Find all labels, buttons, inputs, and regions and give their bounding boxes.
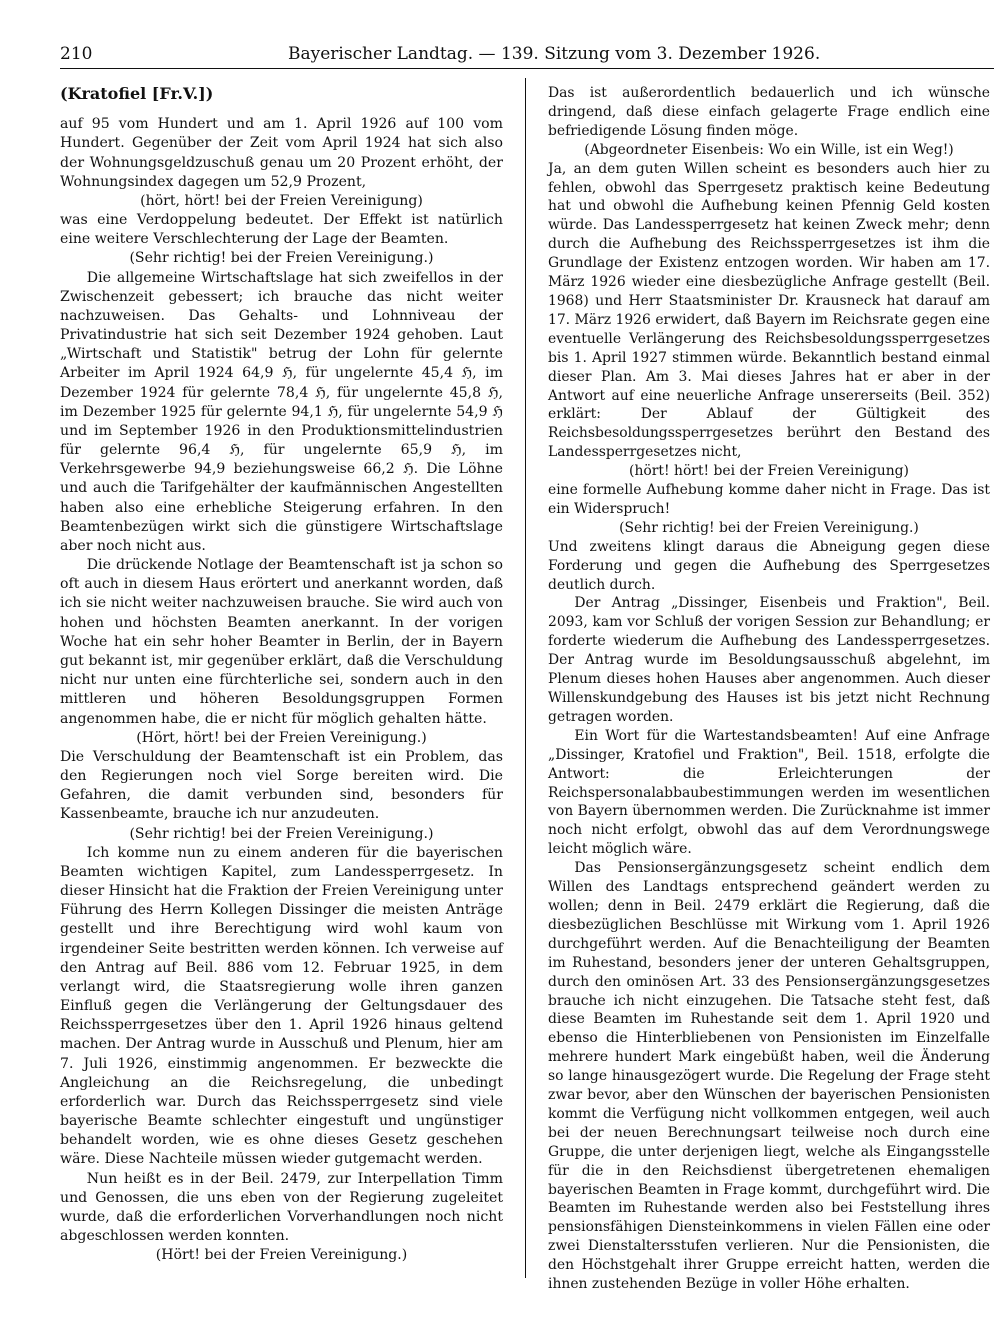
column-divider xyxy=(525,78,526,1278)
page-header xyxy=(60,38,994,69)
paragraph: Die Verschuldung der Beamtenschaft ist ein Problem, das den Regierungen noch viel Sorge bereiten wird. Die Gefahren, die damit verbunden sind, besonders für Kassenbeamte, brauche ich nur anzudeuten. xyxy=(60,748,503,823)
paragraph: Die allgemeine Wirtschaftslage hat sich zweifellos in der Zwischenzeit gebessert; ich brauche das nicht weiter nachzuweisen. Das Gehalts- und Lohnniveau der Privatindustrie hat sich seit Dezember 1924 gehoben. Laut „Wirtschaft und Statistik" betrug der Lohn für gelernte Arbeiter im April 1924 64,9 ℌ, für ungelernte 45,4 ℌ, im Dezember 1924 für gelernte 78,4 ℌ, für ungelernte 45,8 ℌ, im Dezember 1925 für gelernte 94,1 ℌ, für ungelernte 54,9 ℌ und im September 1926 in den Produktionsmittelindustrien für gelernte 96,4 ℌ, für ungelernte 65,9 ℌ, im Verkehrsgewerbe 94,9 beziehungsweise 66,2 ℌ. Die Löhne und auch die Tarifgehälter der kaufmännischen Angestellten haben also eine erhebliche Steigerung erfahren. In den Beamtenbezügen wirkt sich die günstigere Wirtschaftslage aber noch nicht aus. xyxy=(60,269,503,554)
paragraph: Nun heißt es in der Beil. 2479, zur Interpellation Timm und Genossen, die uns eben von der Regierung zugeleitet wurde, daß die erforderlichen Vorverhandlungen noch nicht abgeschlossen werden konnten. xyxy=(60,1170,503,1245)
interjection: (Sehr richtig! bei der Freien Vereinigung.) xyxy=(619,519,919,536)
paragraph: Und zweitens klingt daraus die Abneigung gegen diese Forderung und gegen die Aufhebung des Sperrgesetzes deutlich durch. xyxy=(548,538,990,593)
interjection: (Sehr richtig! bei der Freien Vereinigung.) xyxy=(129,250,434,267)
paragraph: Das Pensionsergänzungsgesetz scheint endlich dem Willen des Landtags entsprechend geändert werden zu wollen; denn in Beil. 2479 erklärt die Regierung, daß die diesbezüglichen Beschlüsse mit Wirkung vom 1. April 1926 durchgeführt werden. Auf die Benachteiligung der Beamten im Ruhestand, besonders jener der unteren Gehaltsgruppen, durch den ominösen Art. 33 des Pensionsergänzungsgesetzes brauche ich nicht einzugehen. Die Tatsache steht fest, daß diese Beamten im Ruhestande seit dem 1. April 1920 und ebenso die Hinterbliebenen von Pensionisten im Einzelfalle mehrere hundert Mark eingebüßt haben, weil die Änderung so lange hinausgezögert wurde. Die Regelung der Frage steht zwar bevor, aber den Wünschen der bayerischen Pensionisten kommt die Verfügung nicht vollkommen entgegen, weil auch bei der neuen Berechnungsart teilweise noch durch eine Gruppe, die unter derjenigen liegt, welche als Eingangsstelle für die in den Reichsdienst übergetretenen ehemaligen bayerischen Beamten in Frage kommt, durchgeführt wird. Die Beamten im Ruhestande werden also bei Feststellung ihres pensionsfähigen Diensteinkommens in vielen Fällen eine oder zwei Dienstaltersstufen verlieren. Nur die Pensionisten, die den Höchstgehalt ihrer Gruppe erreicht hatten, werden die ihnen zustehenden Bezüge in voller Höhe erhalten. xyxy=(548,860,990,1293)
paragraph: Die drückende Notlage der Beamtenschaft ist ja schon so oft auch in diesem Haus erörtert und anerkannt worden, daß ich sie nicht weiter nachzuweisen brauche. Sie wird auch von hohen und höchsten Beamten anerkannt. In der vorigen Woche hat ein sehr hoher Beamter in Berlin, der in Bayern gut bekannt ist, mir gegenüber erklärt, daß die Verschuldung nicht nur unten eine fürchterliche sei, sondern auch in den mittleren und höheren Besoldungsgruppen Formen angenommen habe, die er nicht für möglich gehalten hätte. xyxy=(60,557,503,727)
speaker-label: (Kratofiel [Fr.V.]) xyxy=(60,84,214,103)
paragraph: Ich komme nun zu einem anderen für die bayerischen Beamten wichtigen Kapitel, zum Landessperrgesetz. In dieser Hinsicht hat die Fraktion der Freien Vereinigung unter Führung des Herrn Kollegen Dissinger die meisten Anträge gestellt und ihre Berechtigung wird wohl kaum von irgendeiner Seite bestritten werden können. Ich verweise auf den Antrag auf Beil. 886 vom 12. Februar 1925, in dem verlangt wird, die Staatsregierung wolle ihren ganzen Einfluß gegen die Verlängerung der Geltungsdauer des Reichssperrgesetzes über den 1. April 1926 hinaus geltend machen. Der Antrag wurde in Ausschuß und Plenum, hier am 7. Juli 1926, einstimmig angenommen. Er bezweckte die Angleichung an die Reichsregelung, die unbedingt erforderlich war. Durch das Reichssperrgesetz sind viele bayerische Beamte schlechter eingestuft und ungünstiger behandelt worden, wie es ohne dieses Gesetz geschehen wäre. Diese Nachteile müssen wieder gutgemacht werden. xyxy=(60,844,503,1168)
interjection: (hört! hört! bei der Freien Vereinigung) xyxy=(629,463,909,480)
interjection: (hört, hört! bei der Freien Vereinigung) xyxy=(140,192,423,209)
paragraph: was eine Verdoppelung bedeutet. Der Effekt ist natürlich eine weitere Verschlechterung der Lage der Beamten. xyxy=(60,212,503,248)
interjection: (Abgeordneter Eisenbeis: Wo ein Wille, ist ein Weg!) xyxy=(584,141,954,158)
paragraph: Das ist außerordentlich bedauerlich und ich wünsche dringend, daß diese einfach gelagerte Frage endlich eine befriedigende Lösung finden möge. xyxy=(548,85,990,139)
running-title: Bayerischer Landtag. — 139. Sitzung vom 3. Dezember 1926. xyxy=(288,44,821,64)
interjection: (Hört, hört! bei der Freien Vereinigung.) xyxy=(136,729,427,746)
paragraph: auf 95 vom Hundert und am 1. April 1926 auf 100 vom Hundert. Gegenüber der Zeit vom April 1924 hat sich also der Wohnungsgeldzuschuß genau um 20 Prozent erhöht, der Wohnungsindex dagegen um 52,9 Prozent, xyxy=(60,116,503,190)
paragraph: Ein Wort für die Wartestandsbeamten! Auf eine Anfrage „Dissinger, Kratofiel und Fraktion", Beil. 1518, erfolgte die Antwort: die Erleichterungen der Reichspersonalabbaubestimmungen werden im wesentlichen von Bayern übernommen werden. Die Zurücknahme ist immer noch nicht erfolgt, obwohl das auf dem Verordnungswege leicht möglich wäre. xyxy=(548,727,990,858)
right-text-column xyxy=(548,84,990,1311)
paragraph: eine formelle Aufhebung komme daher nicht in Frage. Das ist ein Widerspruch! xyxy=(548,482,990,517)
page-number: 210 xyxy=(60,44,93,64)
interjection: (Hört! bei der Freien Vereinigung.) xyxy=(155,1247,408,1264)
paragraph: Ja, an dem guten Willen scheint es besonders auch hier zu fehlen, obwohl das Sperrgesetz praktisch keine Bedeutung hat und obwohl die Aufhebung keinen Pfennig Geld kosten würde. Das Landessperrgesetz hat keinen Zweck mehr; denn durch die Aufhebung des Reichssperrgesetzes ist ihm die Grundlage der Existenz entzogen worden. Wir haben am 17. März 1926 wieder eine diesbezügliche Anfrage gestellt (Beil. 1968) und Herr Staatsminister Dr. Krausneck hat darauf am 17. März 1926 erwidert, daß Bayern im Reichsrate gegen eine eventuelle Verlängerung des Reichsbesoldungssperrgesetzes bis 1. April 1927 stimmen würde. Bekanntlich bestand einmal dieser Plan. Am 3. Mai dieses Jahres hat er aber in der Antwort auf eine neuerliche Anfrage unsererseits (Beil. 352) erklärt: Der Ablauf der Gültigkeit des Reichsbesoldungssperrgesetzes berührt den Bestand des Landessperrgesetzes nicht, xyxy=(548,160,990,461)
paragraph: Der Antrag „Dissinger, Eisenbeis und Fraktion", Beil. 2093, kam vor Schluß der vorigen Session zur Behandlung; er forderte wiederum die Aufhebung des Landessperrgesetzes. Der Antrag wurde im Besoldungsausschuß abgelehnt, im Plenum dieses hohen Hauses aber angenommen. Auch dieser Willenskundgebung des Hauses ist bis jetzt nicht Rechnung getragen worden. xyxy=(548,595,990,725)
left-text-column xyxy=(60,84,503,1311)
interjection: (Sehr richtig! bei der Freien Vereinigung.) xyxy=(129,825,434,842)
